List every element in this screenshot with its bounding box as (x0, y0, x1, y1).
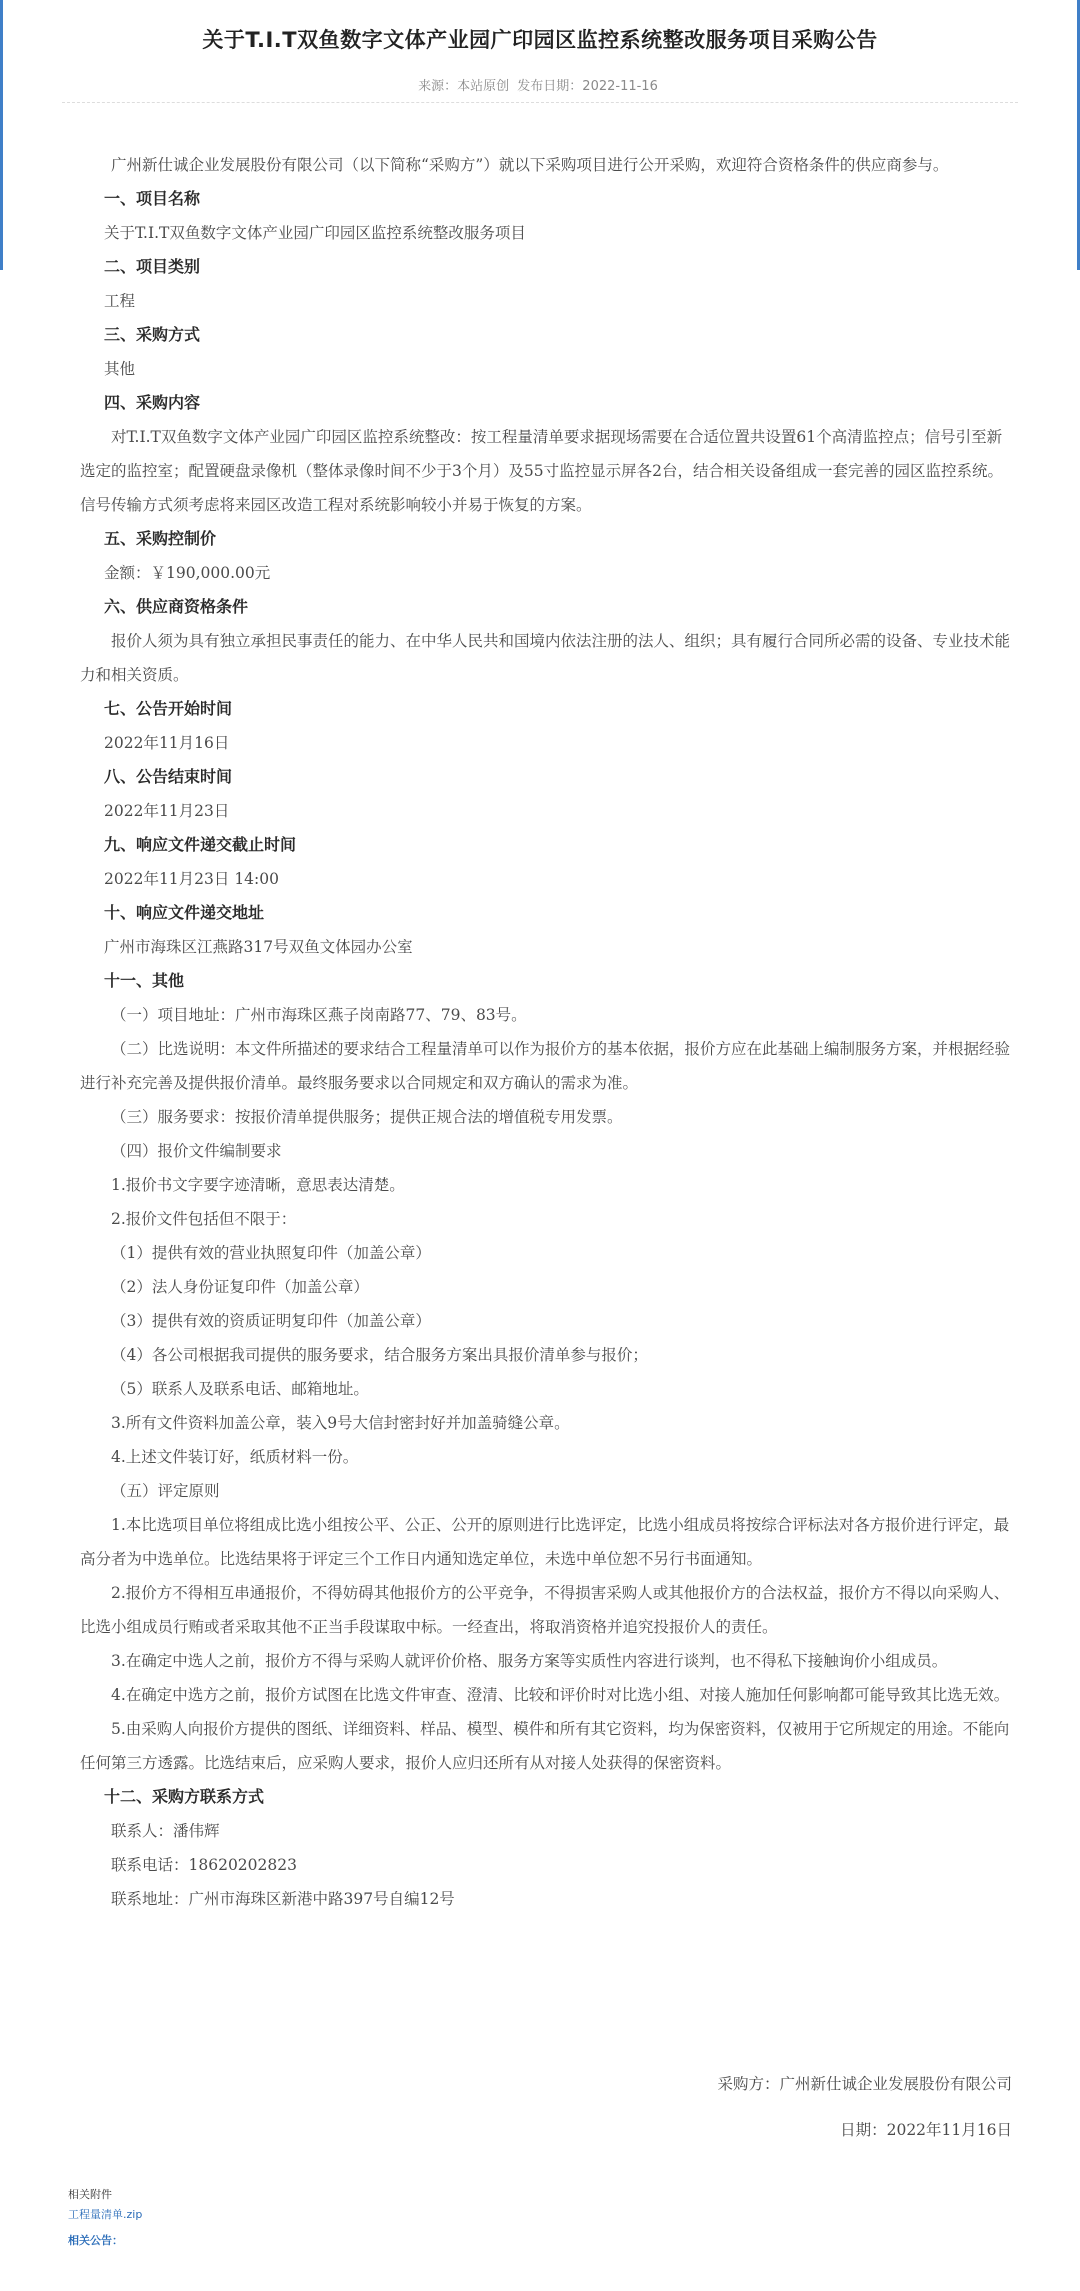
title-divider (62, 102, 1018, 103)
section-heading: 三、采购方式 (104, 325, 201, 344)
list-item: （五）评定原则 (111, 1482, 220, 1500)
list-item: 1.报价书文字要字迹清晰，意思表达清楚。 (111, 1176, 405, 1194)
article-meta (0, 75, 1080, 94)
contact-person: 联系人：潘伟辉 (111, 1822, 220, 1840)
section-text: 广州市海珠区江燕路317号双鱼文体园办公室 (104, 938, 413, 956)
section-heading: 八、公告结束时间 (104, 767, 233, 786)
list-item: 5.由采购人向报价方提供的图纸、详细资料、样品、模型、模件和所有其它资料，均为保密资料，仅被用于它所规定的用途。不能向任何第三方透露。比选结束后，应采购人要求，报价人应归还所有从对接人处获得的保密资料。 (80, 1720, 1010, 1772)
section-heading: 六、供应商资格条件 (104, 597, 249, 616)
section-heading: 十二、采购方联系方式 (104, 1787, 265, 1806)
list-item: （二）比选说明：本文件所描述的要求结合工程量清单可以作为报价方的基本依据，报价方应在此基础上编制服务方案，并根据经验进行补充完善及提供报价清单。最终服务要求以合同规定和双方确认的需求为准。 (80, 1040, 1011, 1092)
section-heading: 五、采购控制价 (104, 529, 217, 548)
list-item: （2）法人身份证复印件（加盖公章） (111, 1278, 369, 1296)
section-heading: 十、响应文件递交地址 (104, 903, 265, 922)
list-item: （5）联系人及联系电话、邮箱地址。 (111, 1380, 369, 1398)
list-item: （四）报价文件编制要求 (111, 1142, 282, 1160)
related-notices-label: 相关公告： (68, 2234, 123, 2247)
section-heading: 九、响应文件递交截止时间 (104, 835, 297, 854)
article-source: 来源：本站原创 (418, 79, 510, 94)
section-text: 报价人须为具有独立承担民事责任的能力、在中华人民共和国境内依法注册的法人、组织；具有履行合同所必需的设备、专业技术能力和相关资质。 (80, 632, 1011, 684)
list-item: （一）项目地址：广州市海珠区燕子岗南路77、79、83号。 (111, 1006, 527, 1024)
section-text: 2022年11月23日 (104, 802, 230, 820)
article-date: 发布日期：2022-11-16 (517, 79, 658, 94)
page-title: 关于T.I.T双鱼数字文体产业园广印园区监控系统整改服务项目采购公告 (202, 28, 878, 52)
contact-address: 联系地址：广州市海珠区新港中路397号自编12号 (111, 1890, 455, 1908)
list-item: 2.报价方不得相互串通报价，不得妨碍其他报价方的公平竞争，不得损害采购人或其他报价方的合法权益，报价方不得以向采购人、比选小组成员行贿或者采取其他不正当手段谋取中标。一经查出，将取消资格并追究投报价人的责任。 (80, 1584, 1010, 1636)
attachments-label: 相关附件 (68, 2188, 112, 2201)
list-item: （1）提供有效的营业执照复印件（加盖公章） (111, 1244, 431, 1262)
list-item: 4.上述文件装订好，纸质材料一份。 (111, 1448, 359, 1466)
section-text: 金额：￥190,000.00元 (104, 564, 271, 582)
section-text: 工程 (104, 292, 136, 310)
section-heading: 二、项目类别 (104, 257, 201, 276)
contact-phone: 联系电话：18620202823 (111, 1856, 297, 1874)
list-item: （3）提供有效的资质证明复印件（加盖公章） (111, 1312, 431, 1330)
list-item: 3.在确定中选人之前，报价方不得与采购人就评价价格、服务方案等实质性内容进行谈判，也不得私下接触询价小组成员。 (111, 1652, 948, 1670)
list-item: 3.所有文件资料加盖公章，装入9号大信封密封好并加盖骑缝公章。 (111, 1414, 570, 1432)
section-heading: 十一、其他 (104, 971, 185, 990)
intro-paragraph: 广州新仕诚企业发展股份有限公司（以下简称“采购方”）就以下采购项目进行公开采购，欢迎符合资格条件的供应商参与。 (111, 156, 949, 174)
buyer-signature: 采购方：广州新仕诚企业发展股份有限公司 (717, 2075, 1012, 2093)
list-item: 4.在确定中选方之前，报价方试图在比选文件审查、澄清、比较和评价时对比选小组、对接人施加任何影响都可能导致其比选无效。 (111, 1686, 1010, 1704)
section-heading: 七、公告开始时间 (104, 699, 233, 718)
section-text: 对T.I.T双鱼数字文体产业园广印园区监控系统整改：按工程量清单要求据现场需要在合适位置共设置61个高清监控点；信号引至新选定的监控室；配置硬盘录像机（整体录像时间不少于3个月）及55寸监控显示屏各2台，结合相关设备组成一套完善的园区监控系统。信号传输方式须考虑将来园区改造工程对系统影响较小并易于恢复的方案。 (80, 428, 1003, 514)
section-text: 2022年11月23日 14:00 (104, 870, 279, 888)
section-text: 关于T.I.T双鱼数字文体产业园广印园区监控系统整改服务项目 (104, 224, 526, 242)
section-text: 其他 (104, 360, 136, 378)
attachment-link[interactable]: 工程量清单.zip (68, 2208, 143, 2221)
list-item: （三）服务要求：按报价清单提供服务；提供正规合法的增值税专用发票。 (111, 1108, 623, 1126)
article-body (80, 148, 1015, 1916)
list-item: （4）各公司根据我司提供的服务要求，结合服务方案出具报价清单参与报价； (111, 1346, 648, 1364)
signature-date: 日期：2022年11月16日 (840, 2121, 1012, 2139)
list-item: 1.本比选项目单位将组成比选小组按公平、公正、公开的原则进行比选评定，比选小组成员将按综合评标法对各方报价进行评定，最高分者为中选单位。比选结果将于评定三个工作日内通知选定单位，未选中单位恕不另行书面通知。 (80, 1516, 1010, 1568)
section-heading: 一、项目名称 (104, 189, 201, 208)
list-item: 2.报价文件包括但不限于： (111, 1210, 297, 1228)
section-text: 2022年11月16日 (104, 734, 230, 752)
section-heading: 四、采购内容 (104, 393, 201, 412)
